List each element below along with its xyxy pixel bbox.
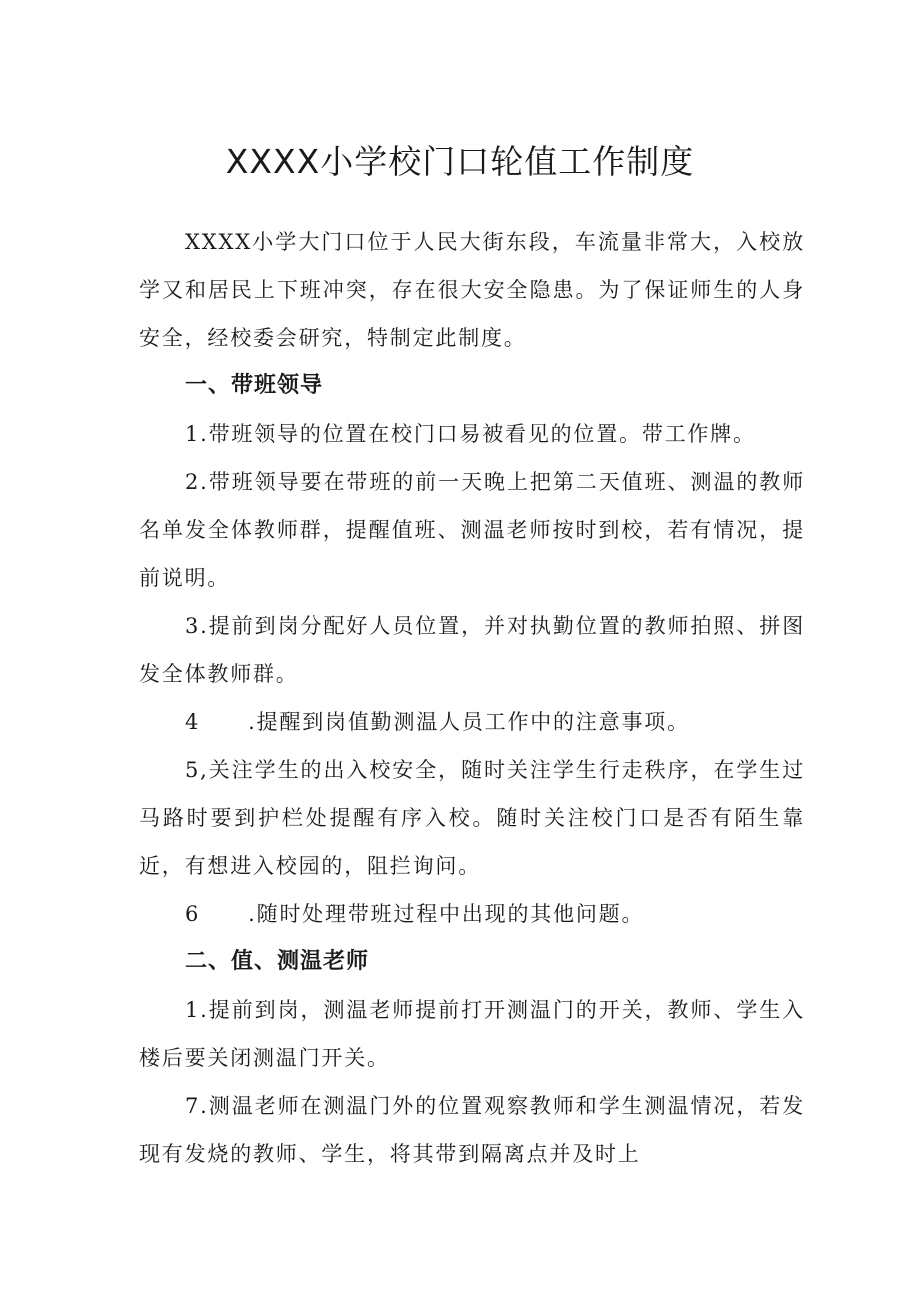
item-number: 6 xyxy=(185,902,201,926)
section1-item-3: 3.提前到岗分配好人员位置，并对执勤位置的教师拍照、拼图发全体教师群。 xyxy=(139,614,805,686)
section2-item-2: 7.测温老师在测温门外的位置观察教师和学生测温情况，若发现有发烧的教师、学生，将其带到隔离点并及时上 xyxy=(139,1094,805,1166)
section1-item-6 xyxy=(139,890,805,938)
page-title: XXXX小学校门口轮值工作制度 xyxy=(225,142,695,182)
item-text: .提醒到岗值勤测温人员工作中的注意事项。 xyxy=(248,710,690,734)
section2-item-1: 1.提前到岗，测温老师提前打开测温门的开关，教师、学生入楼后要关闭测温门开关。 xyxy=(139,998,805,1070)
intro-paragraph: XXXX小学大门口位于人民大街东段，车流量非常大，入校放学又和居民上下班冲突，存在很大安全隐患。为了保证师生的人身安全，经校委会研究，特制定此制度。 xyxy=(139,230,805,350)
section1-item-1: 1.带班领导的位置在校门口易被看见的位置。带工作牌。 xyxy=(185,422,756,446)
item-number: 4 xyxy=(185,710,201,734)
document-body xyxy=(139,218,805,1178)
section-heading-2: 二、值、测温老师 xyxy=(185,949,370,974)
section-heading-1: 一、带班领导 xyxy=(185,373,324,398)
section1-item-5: 5,关注学生的出入校安全，随时关注学生行走秩序，在学生过马路时要到护栏处提醒有序入校。随时关注校门口是否有陌生靠近，有想进入校园的，阻拦询问。 xyxy=(139,758,805,878)
section1-item-4 xyxy=(139,698,805,746)
item-text: .随时处理带班过程中出现的其他问题。 xyxy=(248,902,645,926)
section1-item-2: 2.带班领导要在带班的前一天晚上把第二天值班、测温的教师名单发全体教师群，提醒值班、测温老师按时到校，若有情况，提前说明。 xyxy=(139,470,805,590)
